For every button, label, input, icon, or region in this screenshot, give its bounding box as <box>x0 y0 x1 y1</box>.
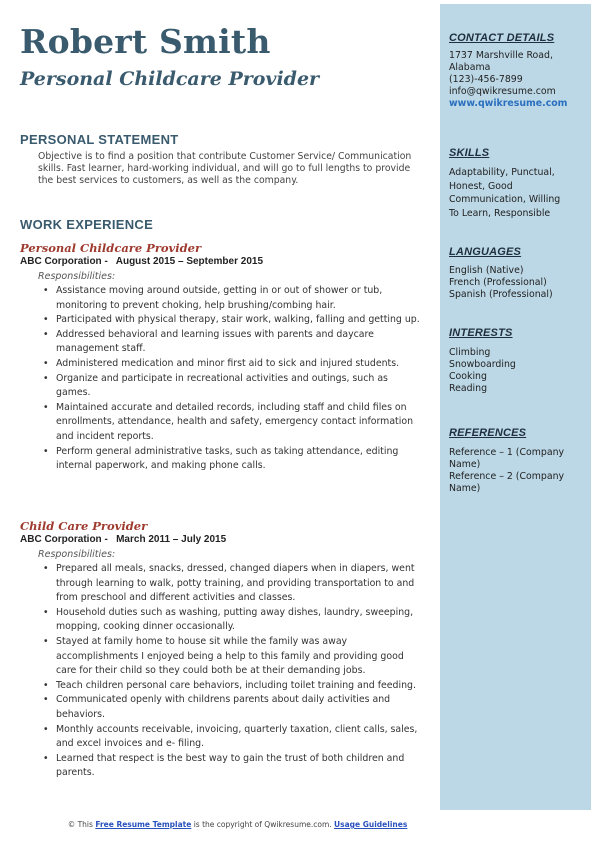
reference-line: Name) <box>449 459 481 470</box>
usage-guidelines-link[interactable]: Usage Guidelines <box>334 820 408 829</box>
job-company-dates: ABC Corporation - August 2015 – September 2015 <box>20 256 264 267</box>
personal-statement-heading: PERSONAL STATEMENT <box>20 132 179 147</box>
language-item: French (Professional) <box>449 277 547 288</box>
contact-section <box>449 32 587 110</box>
job-title: Personal Childcare Provider <box>20 241 202 255</box>
free-resume-template-link[interactable]: Free Resume Template <box>95 820 192 829</box>
footer-prefix: © This <box>67 820 96 829</box>
job-entry <box>20 241 420 474</box>
responsibility-item: • Monthly accounts receivable, invoicing, quarterly taxation, client calls, sales, and excel invoices and e- filing. <box>56 723 420 752</box>
responsibilities-label: Responsibilities: <box>38 549 116 560</box>
candidate-name: Robert Smith <box>20 22 271 61</box>
responsibility-item: • Household duties such as washing, putting away dishes, laundry, sweeping, mopping, cooking dinner occasionally. <box>56 606 420 635</box>
language-item: Spanish (Professional) <box>449 289 553 300</box>
reference-line: Reference – 2 (Company <box>449 471 565 482</box>
skills-section <box>449 147 587 220</box>
interest-item: Climbing <box>449 347 491 358</box>
references-section <box>449 427 587 495</box>
skills-line: Honest, Good <box>449 180 513 192</box>
interest-item: Snowboarding <box>449 359 516 370</box>
responsibility-item: • Teach children personal care behaviors, including toilet training and feeding. <box>56 679 420 694</box>
address-line: 1737 Marshville Road, <box>449 50 553 61</box>
sidebar <box>440 4 591 810</box>
skills-line: Adaptability, Punctual, <box>449 167 555 178</box>
reference-line: Reference – 1 (Company <box>449 447 565 458</box>
responsibility-item: • Perform general administrative tasks, such as taking attendance, editing internal paperwork, and making phone calls. <box>56 445 420 474</box>
responsibilities-list <box>20 284 420 474</box>
job-company-dates: ABC Corporation - March 2011 – July 2015 <box>20 534 227 545</box>
responsibility-item: • Assistance moving around outside, getting in or out of shower or tub, monitoring to prevent choking, help brushing/combing hair. <box>56 284 420 313</box>
website-link[interactable]: www.qwikresume.com <box>449 98 568 109</box>
skills-line: Communication, Willing <box>449 194 561 205</box>
personal-statement-text: Objective is to find a position that contribute Customer Service/ Communication skills. Fast learner, hard-working individual, and will go to full lengths to provide the best services to customers, as well as the company. <box>38 151 412 186</box>
reference-line: Name) <box>449 483 481 494</box>
candidate-title: Personal Childcare Provider <box>20 68 320 90</box>
work-experience-heading: WORK EXPERIENCE <box>20 217 154 232</box>
languages-heading: LANGUAGES <box>449 246 522 258</box>
email-address[interactable]: info@qwikresume.com <box>449 86 556 97</box>
skills-line: To Learn, Responsible <box>449 207 551 219</box>
phone-number: (123)-456-7899 <box>449 74 523 85</box>
responsibility-item: • Maintained accurate and detailed records, including staff and child files on enrollments, attendance, health and safety, emergency contact information and incident reports. <box>56 401 420 445</box>
responsibility-item: • Communicated openly with childrens parents about daily activities and behaviors. <box>56 693 420 722</box>
skills-heading: SKILLS <box>449 147 490 159</box>
interest-item: Cooking <box>449 371 487 382</box>
responsibilities-label: Responsibilities: <box>38 271 116 282</box>
responsibility-item: • Participated with physical therapy, stair work, walking, falling and getting up. <box>56 313 420 328</box>
footer-middle: is the copyright of Qwikresume.com. <box>191 820 335 829</box>
responsibility-item: • Prepared all meals, snacks, dressed, changed diapers when in diapers, went through learning to walk, potty training, and providing transportation to and from preschool and different activities and classes. <box>56 562 420 606</box>
interests-heading: INTERESTS <box>449 327 513 339</box>
responsibility-item: • Addressed behavioral and learning issues with parents and daycare management staff. <box>56 328 420 357</box>
copyright-footer <box>0 820 475 829</box>
job-entry <box>20 519 420 781</box>
language-item: English (Native) <box>449 265 524 276</box>
responsibility-item: • Organize and participate in recreational activities and outings, such as games. <box>56 372 420 401</box>
responsibility-item: • Learned that respect is the best way to gain the trust of both children and parents. <box>56 752 420 781</box>
interest-item: Reading <box>449 383 488 394</box>
responsibility-item: • Administered medication and minor first aid to sick and injured students. <box>56 357 420 372</box>
interests-section <box>449 327 587 395</box>
references-heading: REFERENCES <box>449 427 527 439</box>
languages-section <box>449 246 587 301</box>
address-line: Alabama <box>449 62 491 73</box>
job-title: Child Care Provider <box>20 519 148 533</box>
responsibility-item: • Stayed at family home to house sit while the family was away accomplishments I enjoyed being a help to this family and providing good care for their child so they could both be at their demanding jobs. <box>56 635 420 679</box>
contact-heading: CONTACT DETAILS <box>449 32 555 44</box>
responsibilities-list <box>20 562 420 781</box>
